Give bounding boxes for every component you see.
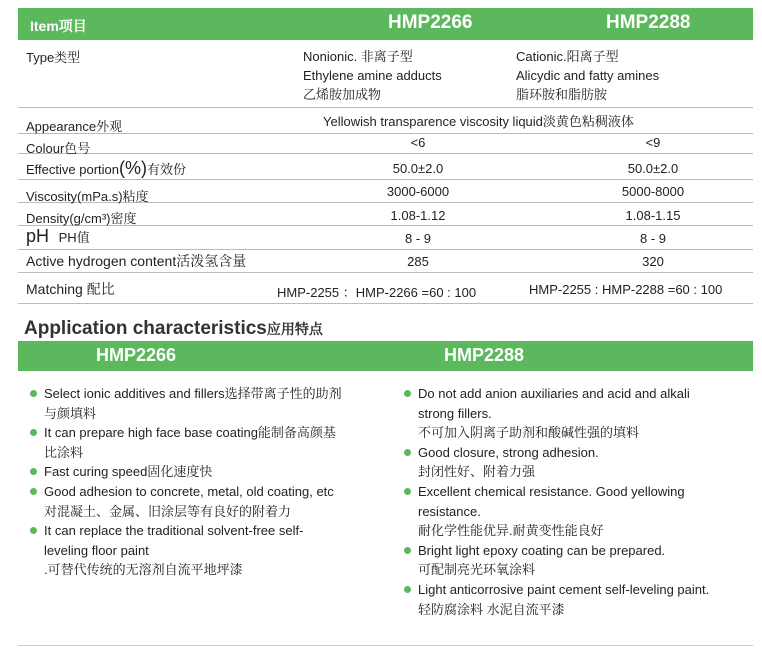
hmp2266-features	[26, 384, 386, 580]
bullet-icon	[30, 468, 37, 475]
type-line: 脂环胺和脂肪胺	[516, 87, 608, 102]
row-colour	[18, 134, 753, 154]
matching-hmp2288: HMP-2255 : HMP-2288 =60 : 100	[529, 282, 723, 297]
row-label: Density(g/cm³)密度	[26, 211, 137, 226]
type-hmp2288	[516, 47, 762, 104]
section-title-zh: 应用特点	[266, 321, 323, 337]
row-label: Type类型	[26, 50, 81, 65]
hydrogen-hmp2266: 285	[407, 254, 429, 269]
list-item-line: 与颜填料	[44, 405, 97, 421]
label-part: Effective portion	[26, 162, 119, 177]
list-item-line: 轻防腐涂料 水泥自流平漆	[418, 601, 565, 617]
list-item	[26, 521, 386, 580]
row-label: Matching 配比	[26, 281, 115, 297]
row-hydrogen	[18, 250, 753, 273]
bullet-icon	[30, 429, 37, 436]
list-item-line: 封闭性好、附着力强	[418, 464, 536, 480]
row-type	[18, 41, 753, 108]
list-item	[26, 423, 386, 462]
viscosity-hmp2288: 5000-8000	[621, 184, 685, 199]
list-item-line: Fast curing speed固化速度快	[44, 464, 213, 480]
row-label: Appearance外观	[26, 119, 123, 134]
bullet-icon	[404, 390, 411, 397]
viscosity-hmp2266: 3000-6000	[386, 184, 450, 199]
row-effective	[18, 154, 753, 180]
list-item-line: 不可加入阴离子助剂和酸碱性强的填料	[418, 425, 640, 441]
density-hmp2266: 1.08-1.12	[390, 208, 446, 223]
effective-hmp2288: 50.0±2.0	[627, 161, 679, 176]
list-item-line: 耐化学性能优异.耐黄变性能良好	[418, 523, 604, 539]
list-item-line: It can replace the traditional solvent-free self-	[44, 523, 304, 539]
label-part: pH	[26, 226, 50, 246]
list-item	[26, 384, 386, 423]
bullet-icon	[404, 547, 411, 554]
list-item-line: resistance.	[418, 503, 481, 519]
header-hmp2266: HMP2266	[388, 12, 473, 33]
type-line: Ethylene amine adducts	[303, 68, 442, 83]
header-hmp2288: HMP2288	[606, 12, 691, 33]
colour-hmp2288: <9	[645, 135, 661, 150]
bullet-icon	[404, 488, 411, 495]
section-title	[24, 318, 323, 340]
list-item-line: strong fillers.	[418, 405, 492, 421]
list-item	[26, 482, 386, 521]
list-item-line: Excellent chemical resistance. Good yellowing	[418, 483, 685, 499]
row-density	[18, 203, 753, 226]
list-item-line: 对混凝土、金属、旧涂层等有良好的附着力	[44, 503, 292, 519]
table-header	[18, 8, 753, 40]
bullet-icon	[30, 390, 37, 397]
list-item	[400, 541, 750, 580]
density-hmp2288: 1.08-1.15	[625, 208, 681, 223]
header-item: Item项目	[30, 18, 87, 34]
list-item-line: It can prepare high face base coating能制备高颜基	[44, 425, 336, 441]
divider	[18, 645, 753, 646]
row-appearance	[18, 108, 753, 134]
list-item-line: Select ionic additives and fillers选择带离子性的助剂	[44, 386, 342, 401]
list-item	[400, 384, 750, 443]
list-item-line: 比涂料	[44, 444, 84, 460]
colour-hmp2266: <6	[410, 135, 426, 150]
label-part: (%)	[118, 158, 147, 178]
section-title-en: Application characteristics	[24, 318, 267, 339]
app-header-hmp2266: HMP2266	[96, 345, 177, 365]
list-item	[400, 482, 750, 541]
list-item	[400, 443, 750, 482]
hydrogen-hmp2288: 320	[642, 254, 664, 269]
matching-hmp2266: HMP-2255 ：HMP-2266 =60 : 100	[277, 285, 477, 300]
row-label: Viscosity(mPa.s)粘度	[26, 189, 149, 204]
label-part: PH值	[58, 230, 90, 245]
ph-hmp2288: 8 - 9	[639, 231, 666, 246]
type-line: Cationic.阳离子型	[516, 49, 619, 64]
list-item-line: Do not add anion auxiliaries and acid and alkali	[418, 386, 690, 401]
type-line: 乙烯胺加成物	[303, 87, 382, 102]
bullet-icon	[30, 488, 37, 495]
row-label	[26, 158, 186, 179]
row-ph	[18, 226, 753, 250]
list-item	[400, 580, 750, 619]
app-header-hmp2288: HMP2288	[444, 345, 525, 365]
list-item-line: Bright light epoxy coating can be prepared.	[418, 542, 666, 558]
row-label: Active hydrogen content活泼氢含量	[26, 253, 247, 269]
ph-hmp2266: 8 - 9	[404, 231, 431, 246]
type-line: Alicydic and fatty amines	[516, 68, 660, 83]
list-item-line: .可替代传统的无溶剂自流平地坪漆	[44, 562, 243, 578]
label-part: 有效份	[146, 162, 186, 177]
list-item-line: 可配制亮光环氧涂料	[418, 562, 536, 578]
row-label: Colour色号	[26, 141, 91, 156]
list-item-line: Good adhesion to concrete, metal, old coating, etc	[44, 483, 334, 499]
type-line: Nonionic. 非离子型	[303, 49, 413, 64]
hmp2288-features	[400, 384, 750, 619]
bullet-icon	[30, 527, 37, 534]
row-viscosity	[18, 180, 753, 203]
list-item-line: leveling floor paint	[44, 542, 149, 558]
bullet-icon	[404, 586, 411, 593]
list-item	[26, 462, 386, 482]
bullet-icon	[404, 449, 411, 456]
list-item-line: Good closure, strong adhesion.	[418, 444, 599, 460]
row-label	[26, 226, 90, 247]
effective-hmp2266: 50.0±2.0	[392, 161, 444, 176]
list-item-line: Light anticorrosive paint cement self-leveling paint.	[418, 581, 710, 597]
appearance-value: Yellowish transparence viscosity liquid淡黄色粘稠液体	[323, 114, 634, 129]
application-header	[18, 341, 753, 371]
row-matching	[18, 273, 753, 304]
